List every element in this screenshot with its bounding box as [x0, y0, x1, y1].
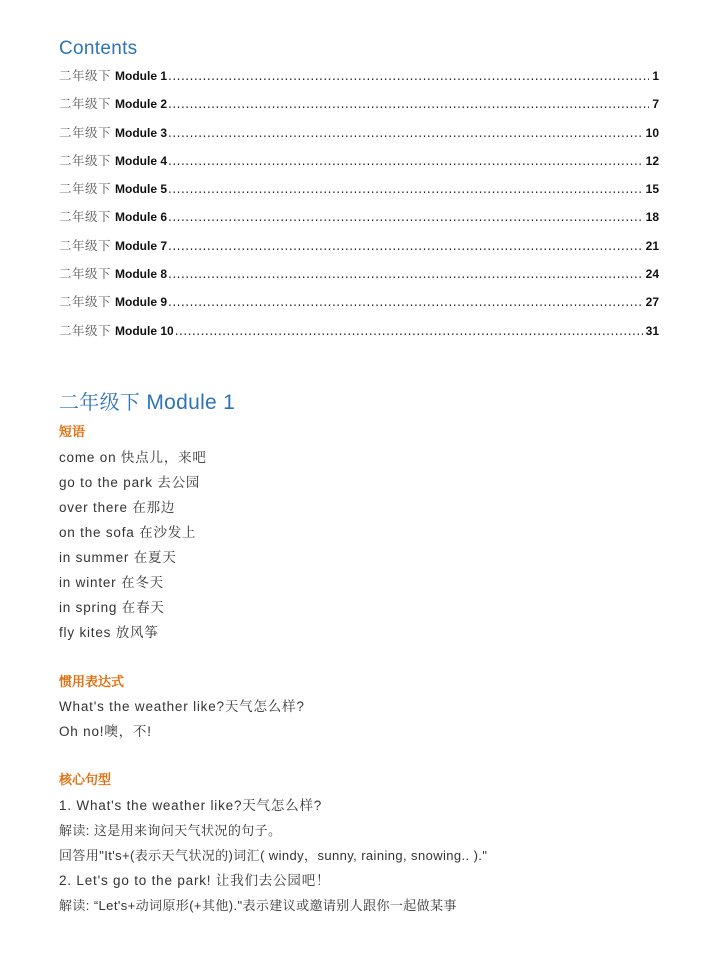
toc-entry-prefix: 二年级下 — [59, 237, 112, 253]
toc-entry-prefix: 二年级下 — [59, 294, 112, 310]
toc-entry[interactable] — [59, 179, 659, 207]
toc-leader-dots — [168, 267, 643, 281]
toc-page-number: 31 — [645, 323, 659, 338]
phrase-item: go to the park 去公园 — [59, 475, 201, 490]
phrase-item: on the sofa 在沙发上 — [59, 525, 197, 540]
toc-leader-dots — [175, 324, 643, 338]
toc-page-number: 10 — [645, 125, 659, 140]
section-label-core-sentences: 核心句型 — [59, 773, 112, 788]
toc-entry-prefix: 二年级下 — [59, 266, 112, 282]
toc-entry-label: Module 4 — [115, 153, 168, 168]
toc-page-number: 1 — [652, 69, 659, 83]
toc-page-number: 27 — [645, 295, 659, 310]
phrase-item: come on 快点儿，来吧 — [59, 450, 207, 465]
toc-entry-prefix: 二年级下 — [59, 96, 112, 112]
module-heading — [59, 386, 235, 415]
toc-page-number: 12 — [645, 153, 659, 168]
toc-entry-prefix: 二年级下 — [59, 181, 112, 197]
phrase-item: in winter 在冬天 — [59, 575, 164, 590]
toc-entry[interactable] — [59, 94, 659, 122]
toc-page-number: 15 — [645, 182, 659, 197]
toc-page-number: 18 — [645, 210, 659, 225]
toc-leader-dots — [168, 182, 643, 196]
toc-entry-label: Module 7 — [115, 238, 168, 253]
phrase-item: over there 在那边 — [59, 500, 176, 515]
toc-entry[interactable] — [59, 151, 659, 179]
toc-entry[interactable] — [59, 207, 659, 235]
toc-entry-prefix: 二年级下 — [59, 322, 112, 338]
toc-entry-label: Module 2 — [115, 97, 168, 112]
section-label-expressions: 惯用表达式 — [59, 675, 125, 690]
toc-entry-label: Module 9 — [115, 295, 168, 310]
toc-entry-prefix: 二年级下 — [59, 68, 112, 83]
toc-entry[interactable] — [59, 236, 659, 264]
toc-page-number: 21 — [645, 238, 659, 253]
phrase-item: fly kites 放风筝 — [59, 625, 159, 640]
toc-entry-prefix: 二年级下 — [59, 209, 112, 225]
toc-entry-label: Module 8 — [115, 267, 168, 282]
core-sentence-explanation: 解读: “Let's+动词原形(+其他)."表示建议或邀请别人跟你一起做某事 — [59, 898, 457, 913]
toc-entry[interactable] — [59, 321, 659, 349]
toc-entry[interactable] — [59, 264, 659, 292]
core-sentence-item: 1. What's the weather like?天气怎么样? — [59, 798, 323, 813]
expression-item: What's the weather like?天气怎么样? — [59, 699, 305, 714]
toc-entry[interactable] — [59, 292, 659, 320]
core-sentence-explanation: 回答用"It's+(表示天气状况的)词汇( windy，sunny, raining, snowing.. )." — [59, 848, 488, 863]
core-sentence-explanation: 解读: 这是用来询问天气状况的句子。 — [59, 823, 282, 838]
toc-entry-label: Module 10 — [115, 323, 174, 338]
toc-leader-dots — [168, 69, 649, 83]
module-heading-label: Module 1 — [146, 391, 236, 414]
toc-leader-dots — [168, 154, 643, 168]
toc-page-number: 7 — [652, 97, 659, 112]
toc-entry-label: Module 3 — [115, 125, 168, 140]
table-of-contents — [59, 66, 659, 349]
toc-leader-dots — [168, 295, 643, 309]
toc-entry-prefix: 二年级下 — [59, 124, 112, 140]
toc-page-number: 24 — [645, 267, 659, 282]
toc-leader-dots — [168, 239, 643, 253]
toc-entry-label: Module 1 — [115, 69, 168, 83]
expression-item: Oh no!噢，不! — [59, 724, 152, 739]
toc-leader-dots — [168, 126, 643, 140]
toc-title: Contents — [59, 38, 138, 59]
phrase-item: in spring 在春天 — [59, 600, 165, 615]
phrase-item: in summer 在夏天 — [59, 550, 177, 565]
toc-entry[interactable] — [59, 66, 659, 94]
toc-entry-prefix: 二年级下 — [59, 152, 112, 168]
toc-entry-label: Module 6 — [115, 210, 168, 225]
toc-entry[interactable] — [59, 123, 659, 151]
section-label-phrases: 短语 — [59, 425, 86, 440]
core-sentence-item: 2. Let's go to the park! 让我们去公园吧！ — [59, 873, 331, 888]
toc-leader-dots — [168, 210, 643, 224]
module-heading-prefix: 二年级下 — [59, 390, 141, 414]
toc-entry-label: Module 5 — [115, 182, 168, 197]
toc-leader-dots — [168, 97, 649, 111]
